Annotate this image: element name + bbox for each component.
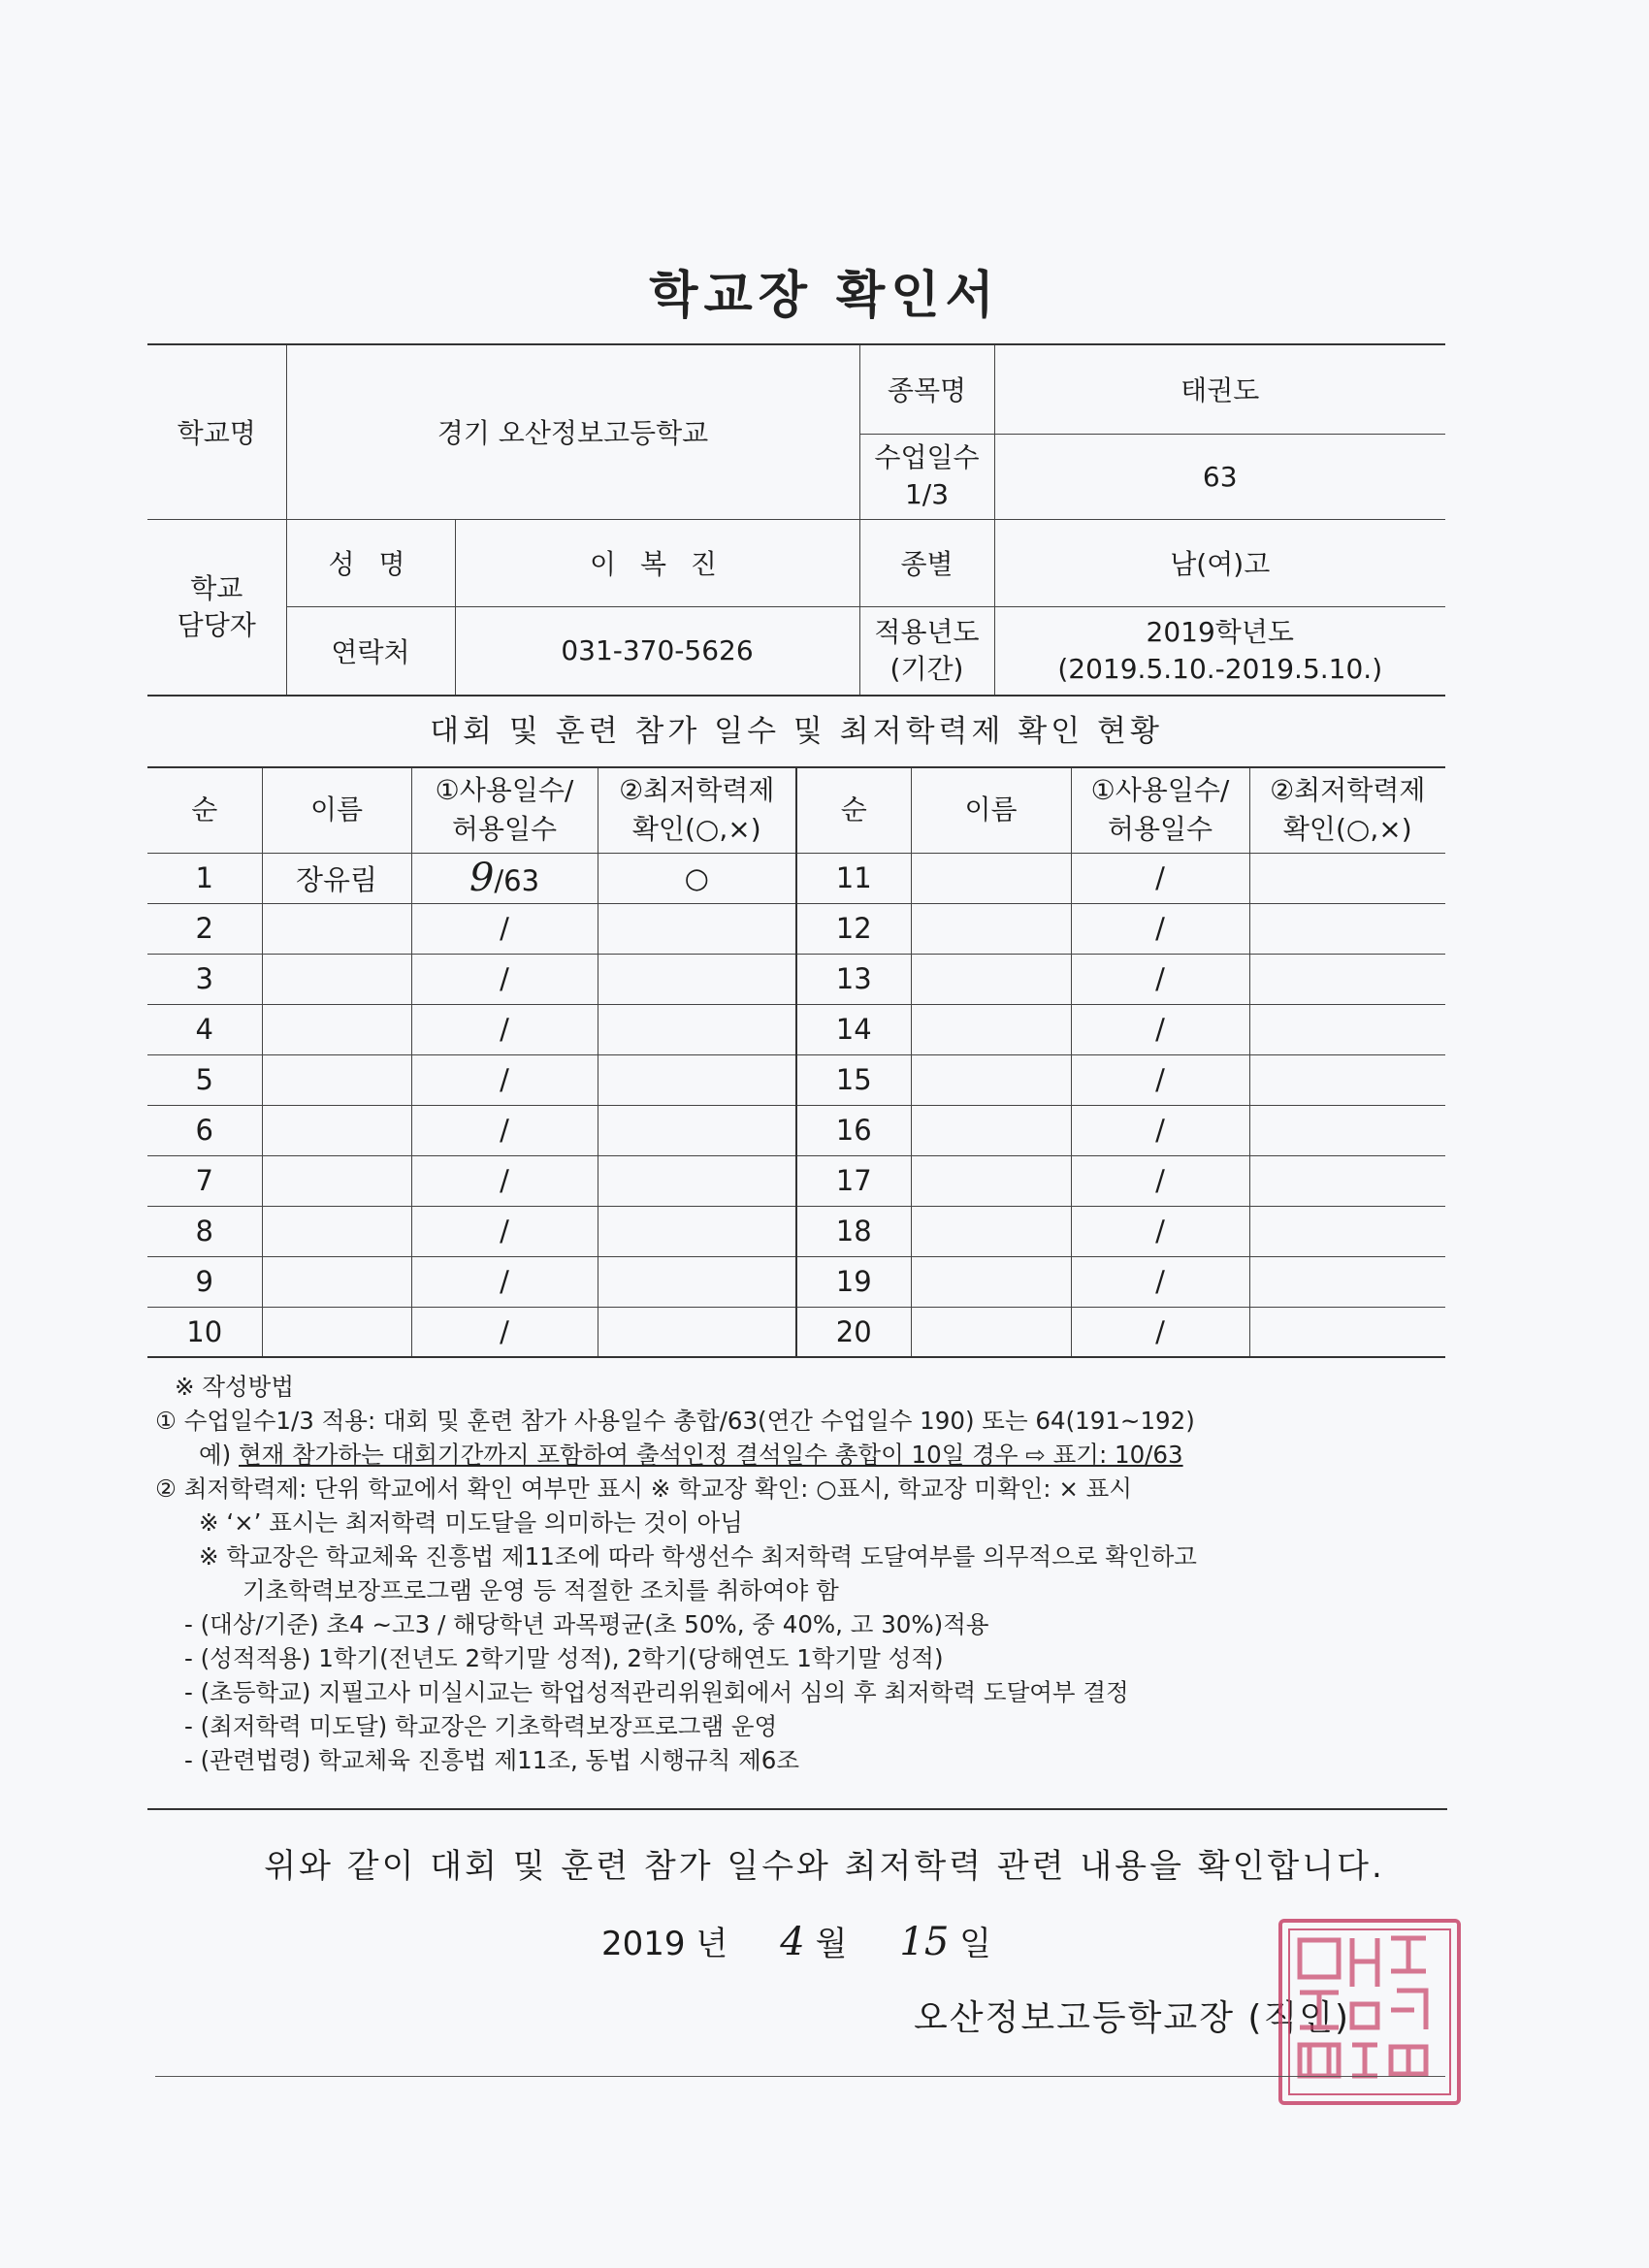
category-label: 종별 [859, 519, 994, 606]
header-check [598, 767, 796, 853]
row-days-right: / [1071, 1004, 1249, 1054]
row-name [262, 1004, 411, 1054]
event-value: 태권도 [994, 344, 1445, 434]
header-check-right-line1: ②최저학력제 [1270, 774, 1426, 807]
confirmation-statement: 위와 같이 대회 및 훈련 참가 일수와 최저학력 관련 내용을 확인합니다. [264, 1847, 1385, 1886]
row-no-right: 14 [796, 1004, 911, 1054]
row-no: 5 [147, 1054, 262, 1105]
event-label: 종목명 [859, 344, 994, 434]
row-no-right: 16 [796, 1105, 911, 1155]
header-days-line1: ①사용일수/ [435, 774, 574, 807]
row-check [598, 1256, 796, 1307]
header-name-right: 이름 [911, 767, 1071, 853]
school-name: 경기 오산정보고등학교 [286, 344, 859, 519]
table-row [147, 1206, 1445, 1256]
row-name-right [911, 853, 1071, 903]
row-check [598, 1206, 796, 1256]
category-value: 남(여)고 [994, 519, 1445, 606]
row-name [262, 1256, 411, 1307]
row-name [262, 1155, 411, 1206]
row-check-right [1249, 1155, 1445, 1206]
year-label [859, 606, 994, 696]
header-name: 이름 [262, 767, 411, 853]
row-name-right [911, 1004, 1071, 1054]
table-row [147, 903, 1445, 954]
row-name-right [911, 1155, 1071, 1206]
row-no: 8 [147, 1206, 262, 1256]
row-no: 10 [147, 1307, 262, 1357]
document-title: 학교장 확인서 [649, 267, 1000, 325]
note-1-example [155, 1438, 1455, 1472]
divider-top [147, 1808, 1447, 1810]
date-month: 4 [780, 1920, 805, 1964]
row-name [262, 1307, 411, 1357]
class-days-label [859, 434, 994, 519]
note-7: - (성적적용) 1학기(전년도 2학기말 성적), 2학기(당해연도 1학기말 성적) [184, 1644, 944, 1672]
row-check [598, 1155, 796, 1206]
participation-table [147, 766, 1445, 1358]
row-check [598, 1105, 796, 1155]
row-no: 9 [147, 1256, 262, 1307]
row-name [262, 1054, 411, 1105]
row-check-right [1249, 1105, 1445, 1155]
table-row [147, 1004, 1445, 1054]
date-year-unit: 년 [695, 1925, 728, 1963]
header-days-right-line2: 허용일수 [1107, 813, 1213, 846]
row-days: / [411, 1054, 598, 1105]
date-month-unit: 월 [815, 1925, 848, 1963]
class-days-value: 63 [994, 434, 1445, 519]
divider-bottom [155, 2076, 1445, 2077]
year-value [994, 606, 1445, 696]
row-name [262, 903, 411, 954]
staff-name-label: 성 명 [286, 519, 455, 606]
header-check-line2: 확인(○,×) [631, 813, 761, 846]
note-1: ① 수업일수1/3 적용: 대회 및 훈련 참가 사용일수 총합/63(연간 수업일수 190) 또는 64(191~192) [155, 1407, 1195, 1435]
class-days-label-line1: 수업일수 [874, 441, 980, 473]
class-days-label-line2: 1/3 [904, 478, 950, 510]
instructions [155, 1370, 1455, 1777]
row-days: / [411, 903, 598, 954]
table-row [147, 1155, 1445, 1206]
row-days-right: / [1071, 1307, 1249, 1357]
row-no-right: 19 [796, 1256, 911, 1307]
row-days-right: / [1071, 1054, 1249, 1105]
row-check-right [1249, 1004, 1445, 1054]
section-subtitle: 대회 및 훈련 참가 일수 및 최저학력제 확인 현황 [430, 714, 1163, 749]
principal-signature-line: 오산정보고등학교장 (직인) [914, 1998, 1351, 2038]
staff-name-value: 이 복 진 [455, 519, 859, 606]
row-no: 7 [147, 1155, 262, 1206]
header-no-right: 순 [796, 767, 911, 853]
row-check-right [1249, 954, 1445, 1004]
row-check-right [1249, 1054, 1445, 1105]
row-no: 3 [147, 954, 262, 1004]
note-4: ※ 학교장은 학교체육 진흥법 제11조에 따라 학생선수 최저학력 도달여부를 의무적으로 확인하고 [199, 1542, 1197, 1571]
row-name-right [911, 1307, 1071, 1357]
row-no: 1 [147, 853, 262, 903]
row-no-right: 12 [796, 903, 911, 954]
row-check [598, 1054, 796, 1105]
contact-label: 연락처 [286, 606, 455, 696]
row-no-right: 20 [796, 1307, 911, 1357]
row-days: / [411, 1307, 598, 1357]
row-no-right: 18 [796, 1206, 911, 1256]
table-row [147, 853, 1445, 903]
row-days-right: / [1071, 1105, 1249, 1155]
header-days-right-line1: ①사용일수/ [1090, 774, 1230, 807]
date-day: 15 [899, 1920, 950, 1964]
row-name-right [911, 903, 1071, 954]
row-days: / [411, 1105, 598, 1155]
row-no-right: 17 [796, 1155, 911, 1206]
note-1-example-text: 현재 참가하는 대회기간까지 포함하여 출석인정 결석일수 총합이 10일 경우 ⇨ 표기: 10/63 [239, 1441, 1183, 1469]
date-day-unit: 일 [959, 1925, 991, 1963]
handwritten-days: 9 [469, 856, 495, 900]
info-table [147, 343, 1445, 697]
note-6: - (대상/기준) 초4 ~고3 / 해당학년 과목평균(초 50%, 중 40%, 고 30%)적용 [184, 1610, 989, 1638]
note-2: ② 최저학력제: 단위 학교에서 확인 여부만 표시 ※ 학교장 확인: ○표시, 학교장 미확인: × 표시 [155, 1474, 1132, 1503]
row-name: 장유림 [262, 853, 411, 903]
header-check-line1: ②최저학력제 [619, 774, 775, 807]
row-days: / [411, 1256, 598, 1307]
row-days-right: / [1071, 1155, 1249, 1206]
note-1-example-prefix: 예) [199, 1441, 240, 1469]
note-8: - (초등학교) 지필고사 미실시교는 학업성적관리위원회에서 심의 후 최저학력 도달여부 결정 [184, 1678, 1129, 1706]
school-label: 학교명 [147, 344, 286, 519]
header-days-right [1071, 767, 1249, 853]
note-10: - (관련법령) 학교체육 진흥법 제11조, 동법 시행규칙 제6조 [184, 1746, 800, 1774]
row-days-right: / [1071, 853, 1249, 903]
table-row [147, 1256, 1445, 1307]
table-row [147, 1307, 1445, 1357]
header-check-right [1249, 767, 1445, 853]
row-name [262, 1105, 411, 1155]
row-no: 4 [147, 1004, 262, 1054]
row-no: 6 [147, 1105, 262, 1155]
row-check [598, 903, 796, 954]
row-days: / [411, 954, 598, 1004]
note-9: - (최저학력 미도달) 학교장은 기초학력보장프로그램 운영 [184, 1712, 778, 1740]
row-check [598, 954, 796, 1004]
row-no-right: 11 [796, 853, 911, 903]
header-days [411, 767, 598, 853]
note-3: ※ ‘×’ 표시는 최저학력 미도달을 의미하는 것이 아님 [199, 1508, 743, 1537]
staff-label-line1: 학교 [190, 571, 243, 604]
row-check-right [1249, 1307, 1445, 1357]
staff-label [147, 519, 286, 696]
table-row [147, 1054, 1445, 1105]
issue-date [601, 1917, 991, 1964]
row-name-right [911, 1206, 1071, 1256]
row-no-right: 13 [796, 954, 911, 1004]
header-days-line2: 허용일수 [451, 813, 558, 846]
row-name-right [911, 1054, 1071, 1105]
row-name [262, 1206, 411, 1256]
row-check [598, 1004, 796, 1054]
year-value-line1: 2019학년도 [1146, 615, 1294, 648]
row-days-right: / [1071, 1206, 1249, 1256]
row-check-right [1249, 853, 1445, 903]
table-row [147, 954, 1445, 1004]
seal-glyphs [1282, 1923, 1449, 2093]
year-label-line1: 적용년도 [874, 615, 980, 648]
row-days [411, 853, 598, 903]
year-label-line2: (기간) [889, 652, 964, 685]
row-no-right: 15 [796, 1054, 911, 1105]
row-days: / [411, 1155, 598, 1206]
note-5: 기초학력보장프로그램 운영 등 적절한 조치를 취하여야 함 [242, 1576, 839, 1604]
row-days-right: / [1071, 1256, 1249, 1307]
date-year: 2019 [601, 1925, 686, 1963]
row-check: ○ [598, 853, 796, 903]
row-days: / [411, 1206, 598, 1256]
contact-value: 031-370-5626 [455, 606, 859, 696]
row-days: / [411, 1004, 598, 1054]
header-no: 순 [147, 767, 262, 853]
row-check-right [1249, 1206, 1445, 1256]
row-check-right [1249, 903, 1445, 954]
row-check-right [1249, 1256, 1445, 1307]
row-days-right: / [1071, 954, 1249, 1004]
row-name [262, 954, 411, 1004]
header-check-right-line2: 확인(○,×) [1282, 813, 1412, 846]
row-name-right [911, 1105, 1071, 1155]
year-value-line2: (2019.5.10.-2019.5.10.) [1057, 652, 1383, 685]
official-seal-stamp [1278, 1919, 1461, 2105]
row-name-right [911, 1256, 1071, 1307]
row-allowed: /63 [494, 864, 540, 897]
notes-heading: ※ 작성방법 [175, 1373, 294, 1401]
staff-label-line2: 담당자 [177, 608, 256, 641]
table-row [147, 1105, 1445, 1155]
row-check [598, 1307, 796, 1357]
table-header-row [147, 767, 1445, 853]
row-no: 2 [147, 903, 262, 954]
row-name-right [911, 954, 1071, 1004]
row-days-right: / [1071, 903, 1249, 954]
